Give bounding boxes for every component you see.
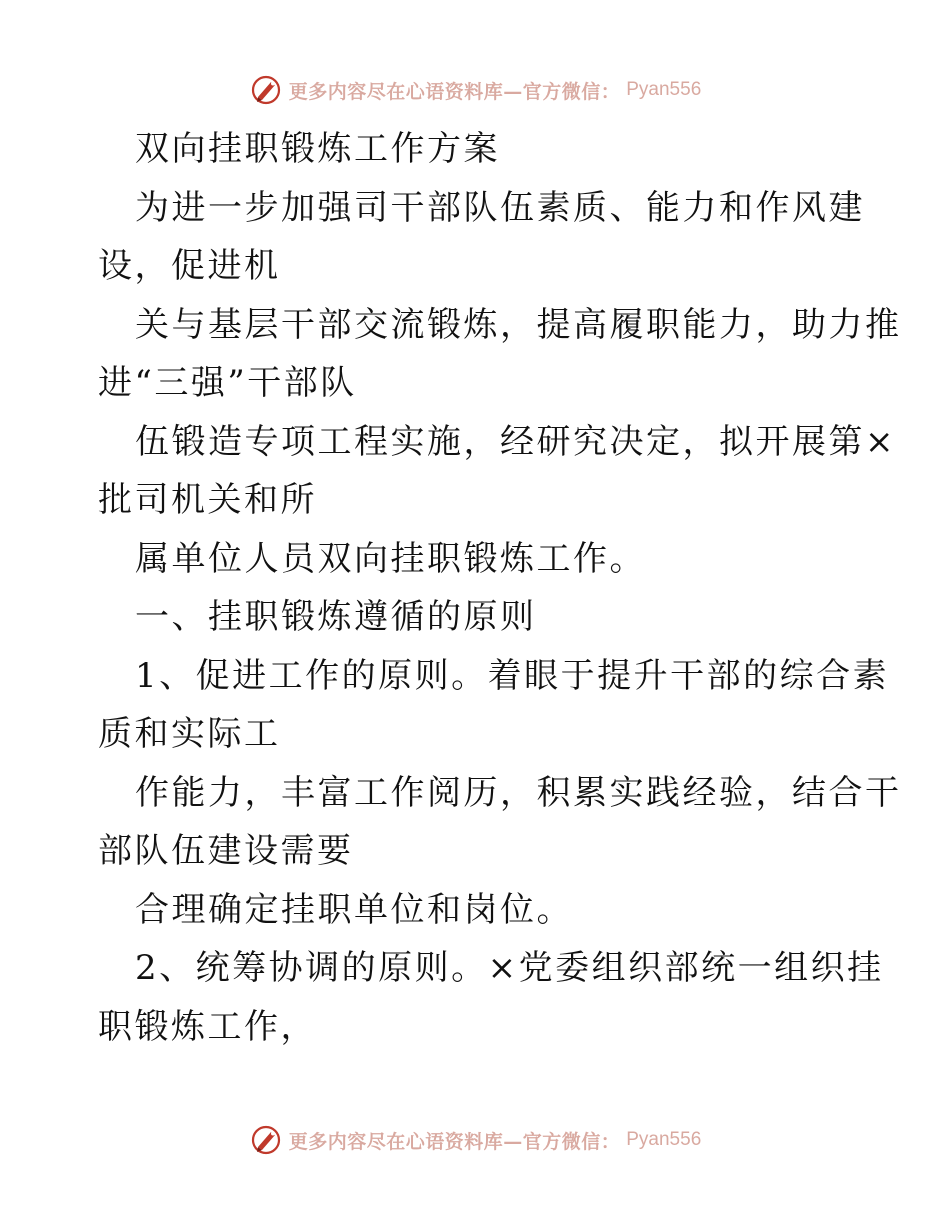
document-body [98,120,902,1056]
watermark-text: 更多内容尽在心语资料库—官方微信： [288,80,621,103]
paragraph-line: 职锻炼工作， [98,1006,317,1047]
paragraph-line: 为进一步加强司干部队伍素质、能力和作风建 [135,187,865,228]
paragraph-line: 合理确定挂职单位和岗位。 [135,889,573,930]
footer-watermark [0,1120,950,1160]
paragraph-line: 关与基层干部交流锻炼，提高履职能力，助力推 [135,304,902,345]
watermark-text: 更多内容尽在心语资料库—官方微信： [288,1130,621,1153]
paragraph-line: 属单位人员双向挂职锻炼工作。 [135,538,646,579]
paragraph-line: 2、统筹协调的原则。×党委组织部统一组织挂 [135,948,884,988]
section-heading: 一、挂职锻炼遵循的原则 [135,597,537,637]
document-title: 双向挂职锻炼工作方案 [135,129,500,169]
paragraph-line: 伍锻造专项工程实施，经研究决定，拟开展第× [135,421,896,462]
paragraph-line: 部队伍建设需要 [98,831,354,871]
paragraph-line: 1、促进工作的原则。着眼于提升干部的综合素 [135,655,890,696]
watermark-handle: Pyan556 [626,79,702,100]
pen-logo-icon [249,73,283,107]
paragraph-line: 批司机关和所 [98,480,317,520]
paragraph-line: 作能力，丰富工作阅历，积累实践经验，结合干 [135,772,902,813]
paragraph-line: 进“三强”干部队 [98,363,357,403]
header-watermark [0,70,950,110]
paragraph-line: 设，促进机 [98,246,281,286]
paragraph-line: 质和实际工 [98,714,281,754]
pen-logo-icon [249,1123,283,1157]
watermark-handle: Pyan556 [626,1129,702,1150]
